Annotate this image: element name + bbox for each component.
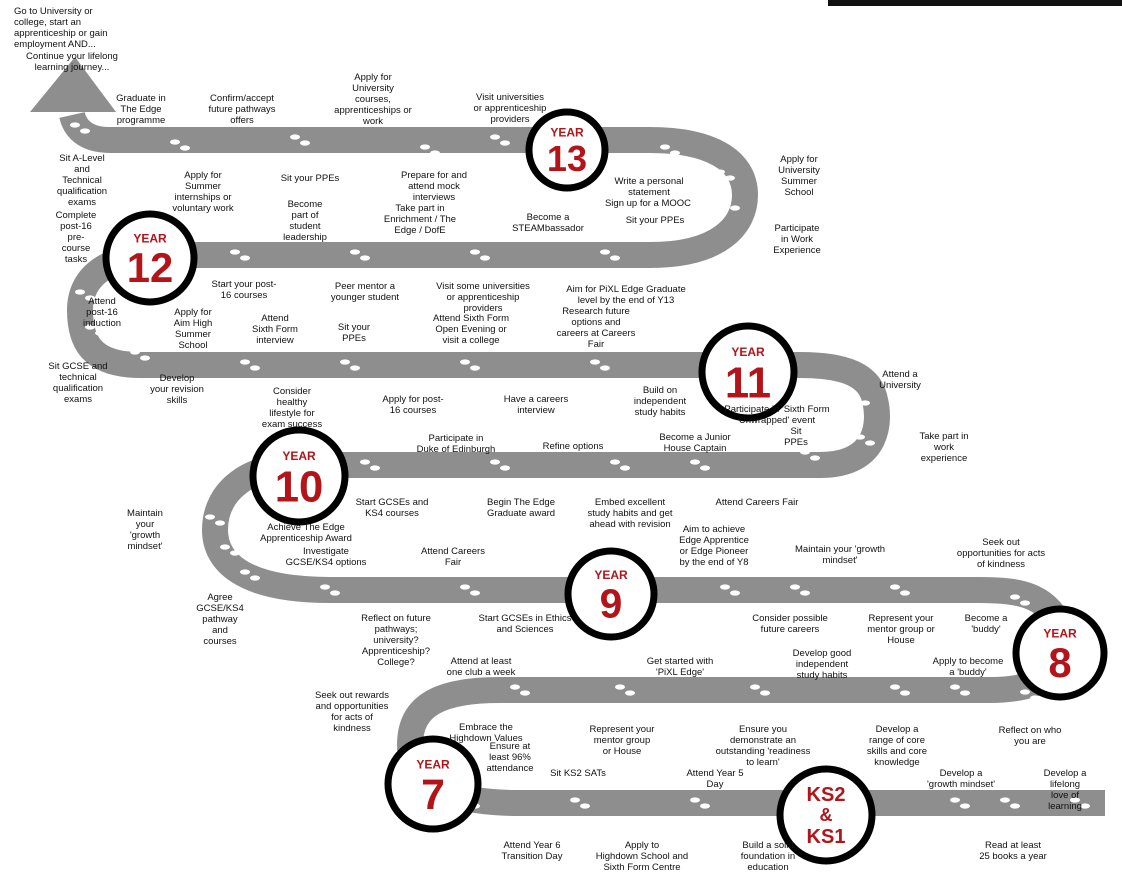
represent-group-9-label: Represent your mentor group or House bbox=[867, 613, 935, 646]
mooc-label: Sign up for a MOOC bbox=[604, 198, 692, 209]
sit-gcse-label: Sit GCSE and technical qualification exams bbox=[48, 361, 108, 405]
love-learning-label: Develop a lifelong love of learning bbox=[1043, 768, 1087, 812]
badge-year-text: YEAR bbox=[133, 231, 167, 246]
revision-skills-label: Develop your revision skills bbox=[150, 373, 204, 406]
healthy-lifestyle-label: Consider healthy lifestyle for exam success bbox=[261, 386, 323, 430]
visit-unis-12-label: Visit some universities or apprenticeship providers bbox=[436, 281, 530, 314]
badge-year-text: KS2 bbox=[806, 784, 846, 806]
badge-num-text: KS1 bbox=[806, 826, 846, 848]
agree-gcse-label: Agree GCSE/KS4 pathway and courses bbox=[196, 592, 244, 647]
personal-statement-label: Write a personal statement bbox=[614, 176, 684, 198]
careers-fair-9-label: Attend Careers Fair bbox=[421, 546, 485, 568]
confirm-offers-label: Confirm/accept future pathways offers bbox=[208, 93, 276, 126]
careers-fair-10-label: Attend Careers Fair bbox=[715, 497, 799, 508]
embed-habits-label: Embed excellent study habits and get ahead with revision bbox=[587, 497, 673, 530]
goal-label: Go to University or college, start an apprenticeship or gain employment AND... bbox=[14, 6, 108, 50]
badge-num-text: 7 bbox=[421, 770, 445, 819]
visit-unis-13-label: Visit universities or apprenticeship providers bbox=[473, 92, 547, 125]
sixth-form-interview-label: Attend Sixth Form interview bbox=[252, 313, 298, 346]
mock-interviews-label: Prepare for and attend mock interviews bbox=[400, 170, 468, 203]
edge-apprentice-award-label: Achieve The Edge Apprenticeship Award bbox=[260, 522, 352, 544]
badge-year-text: YEAR bbox=[550, 125, 584, 140]
apply-summer-label: Apply for Summer internships or voluntary work bbox=[172, 170, 234, 214]
refine-options-label: Refine options bbox=[542, 441, 604, 452]
possible-careers-label: Consider possible future careers bbox=[752, 613, 828, 635]
peer-mentor-label: Peer mentor a younger student bbox=[330, 281, 400, 303]
sit-ppes-11-label: Sit your PPEs bbox=[337, 322, 371, 344]
badge-year-text: YEAR bbox=[1043, 626, 1077, 641]
ks2-sats-label: Sit KS2 SATs bbox=[550, 768, 606, 779]
badge-num-text: 10 bbox=[274, 462, 324, 512]
start-post16-label: Start your post- 16 courses bbox=[211, 279, 277, 301]
kindness-9-label: Seek out opportunities for acts of kindness bbox=[956, 537, 1046, 570]
careers-interview-label: Have a careers interview bbox=[503, 394, 569, 416]
badge-y7 bbox=[388, 739, 478, 829]
rewards-kindness-label: Seek out rewards and opportunities for acts of kindness bbox=[315, 690, 389, 734]
lifelong-label: Continue your lifelong learning journey... bbox=[26, 51, 118, 73]
junior-captain-label: Become a Junior House Captain bbox=[659, 432, 731, 454]
graduate-edge-label: Graduate in The Edge programme bbox=[116, 93, 166, 126]
investigate-gcse-label: Investigate GCSE/KS4 options bbox=[285, 546, 367, 568]
growth-mindset-ks-label: Develop a 'growth mindset' bbox=[926, 768, 996, 790]
solid-foundation-label: Build a solid foundation in education bbox=[740, 840, 796, 873]
badge-num-text: 12 bbox=[126, 244, 174, 292]
attend-university-label: Attend a University bbox=[879, 369, 921, 391]
uni-summer-school-label: Apply for University Summer School bbox=[778, 154, 820, 198]
badge-y10 bbox=[253, 430, 345, 522]
badge-num-text: 13 bbox=[546, 137, 588, 179]
growth-mindset-9-label: Maintain your 'growth mindset' bbox=[795, 544, 885, 566]
footprint bbox=[650, 229, 670, 240]
readiness-label: Ensure you demonstrate an outstanding 'readiness to learn' bbox=[715, 724, 811, 768]
pixl-edge-label: Get started with 'PiXL Edge' bbox=[646, 656, 714, 678]
read-books-label: Read at least 25 books a year bbox=[979, 840, 1047, 862]
open-evening-label: Attend Sixth Form Open Evening or visit a college bbox=[432, 313, 510, 346]
enrichment-label: Take part in Enrichment / The Edge / DofE bbox=[383, 203, 457, 236]
independent-study-label: Build on independent study habits bbox=[633, 385, 687, 418]
badge-year-text: YEAR bbox=[282, 448, 316, 463]
badge-y9 bbox=[568, 551, 654, 637]
duke-edinburgh-label: Participate in Duke of Edinburgh bbox=[416, 433, 496, 455]
sixth-form-unwrapped-label: Participate in 'Sixth Form Unwrapped' event bbox=[724, 404, 830, 426]
reflect-pathways-label: Reflect on future pathways; university? Apprenticeship? College? bbox=[361, 613, 431, 668]
aim-pixl-graduate-label: Aim for PiXL Edge Graduate level by the end of Y13 bbox=[566, 284, 686, 306]
badge-year-text: YEAR bbox=[594, 567, 628, 582]
badge-y12 bbox=[106, 214, 194, 302]
reflect-who-label: Reflect on who you are bbox=[998, 725, 1062, 747]
sit-ppes-12-label: Sit your PPEs bbox=[625, 215, 685, 226]
sit-ppes-13-label: Sit your PPEs bbox=[280, 173, 340, 184]
badge-year-text: YEAR bbox=[731, 344, 765, 359]
year5-day-label: Attend Year 5 Day bbox=[686, 768, 744, 790]
student-leadership-label: Become part of student leadership bbox=[283, 199, 327, 243]
post16-tasks-label: Complete post-16 pre- course tasks bbox=[55, 210, 97, 265]
core-skills-label: Develop a range of core skills and core knowledge bbox=[866, 724, 928, 768]
research-options-label: Research future options and careers at Careers Fair bbox=[556, 306, 636, 350]
apply-buddy-label: Apply to become a 'buddy' bbox=[932, 656, 1004, 678]
badge-year-text: YEAR bbox=[416, 757, 450, 772]
growth-mindset-10-label: Maintain your 'growth mindset' bbox=[127, 508, 163, 552]
begin-edge-label: Begin The Edge Graduate award bbox=[486, 497, 556, 519]
sit-alevel-label: Sit A-Level and Technical qualification exams bbox=[56, 153, 108, 208]
badge-num-text: 8 bbox=[1048, 639, 1072, 687]
attend-club-label: Attend at least one club a week bbox=[446, 656, 516, 678]
gcses-ethics-label: Start GCSEs in Ethics and Sciences bbox=[478, 613, 572, 635]
apply-post16-label: Apply for post- 16 courses bbox=[382, 394, 444, 416]
badge-num-text: 11 bbox=[724, 358, 772, 408]
year6-transition-label: Attend Year 6 Transition Day bbox=[501, 840, 563, 862]
attendance-label: Ensure at least 96% attendance bbox=[486, 741, 534, 774]
work-experience-11-label: Take part in work experience bbox=[919, 431, 969, 464]
aim-edge-y8-label: Aim to achieve Edge Apprentice or Edge Pioneer by the end of Y8 bbox=[679, 524, 749, 568]
sit-ppes-10-label: Sit PPEs bbox=[784, 426, 808, 448]
badge-y8 bbox=[1016, 609, 1104, 697]
highdown-values-label: Embrace the Highdown Values bbox=[449, 722, 523, 744]
badge-num-text: 9 bbox=[599, 580, 623, 627]
badge-mid-text: & bbox=[819, 805, 833, 825]
apply-university-label: Apply for University courses, apprenticeships or work bbox=[334, 72, 412, 127]
apply-highdown-label: Apply to Highdown School and Sixth Form Centre bbox=[595, 840, 689, 873]
represent-group-8-label: Represent your mentor group or House bbox=[589, 724, 655, 757]
post16-induction-label: Attend post-16 induction bbox=[82, 296, 122, 329]
steambassador-label: Become a STEAMbassador bbox=[512, 212, 584, 234]
aim-high-label: Apply for Aim High Summer School bbox=[173, 307, 213, 351]
footprint bbox=[430, 724, 450, 735]
work-experience-12-label: Participate in Work Experience bbox=[773, 223, 821, 256]
become-buddy-label: Become a 'buddy' bbox=[964, 613, 1008, 635]
study-habits-8-label: Develop good independent study habits bbox=[792, 648, 852, 681]
start-gcses-label: Start GCSEs and KS4 courses bbox=[355, 497, 429, 519]
